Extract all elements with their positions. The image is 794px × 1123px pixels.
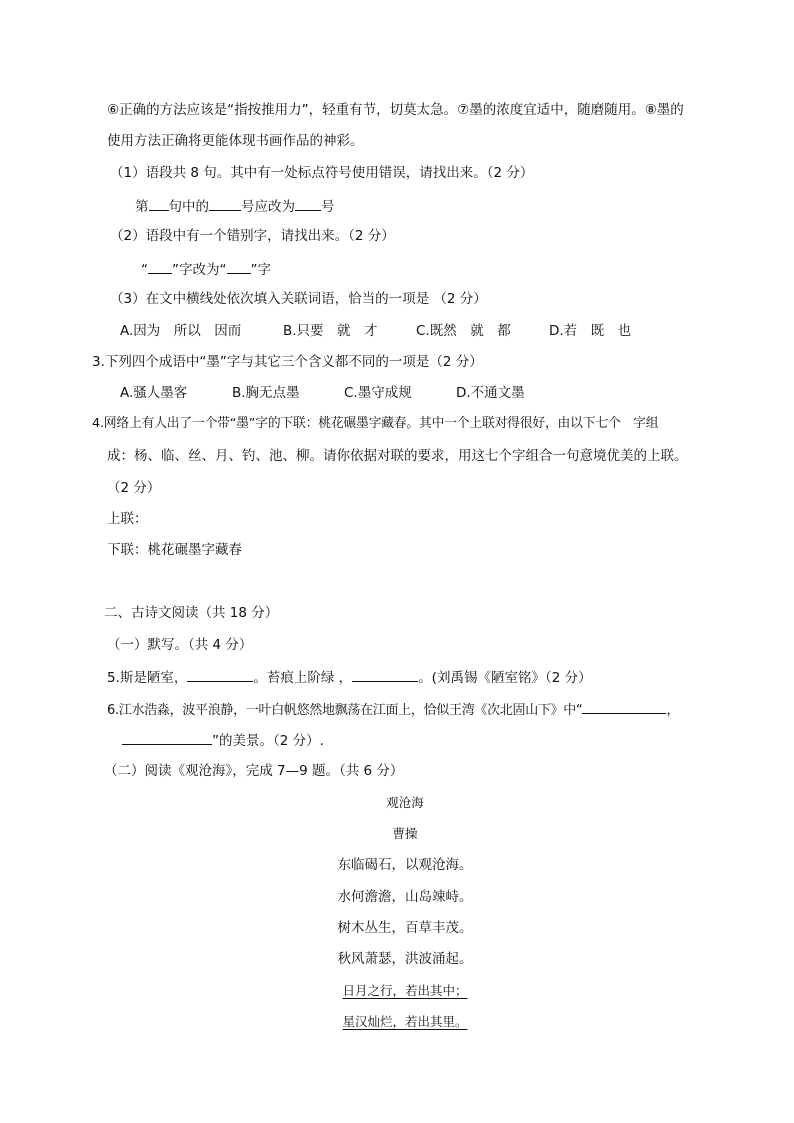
option-b[interactable]: B.胸无点墨 xyxy=(232,385,300,401)
question-6-row-1 xyxy=(107,699,679,720)
lower-couplet-label: 下联：桃花碾墨字藏春 xyxy=(107,542,242,558)
q5-text-a: 5.斯是陋室， xyxy=(107,670,188,686)
subsection-1-title: （一）默写。（共 4 分） xyxy=(107,637,253,653)
question-4-stem: 3.下列四个成语中“墨”字与其它三个含义都不同的一项是（2 分） xyxy=(92,354,483,370)
option-b[interactable]: B.只要 就 才 xyxy=(283,323,378,339)
fill-text-c: 号应改为 xyxy=(241,199,295,215)
poem-line: 东临碣石，以观沧海。 xyxy=(337,857,473,873)
question-3-stem: （3）在文中横线处依次填入关联词语，恰当的一项是 （2 分） xyxy=(110,291,487,307)
fill-text-d: 号 xyxy=(321,199,335,215)
correct-char-blank[interactable] xyxy=(227,259,251,274)
poem-line: 秋风萧瑟，洪波涌起。 xyxy=(337,951,473,967)
fill-text-b: 句中的 xyxy=(168,199,209,215)
q6-text-a: 6.江水浩淼，波平浪静，一叶白帆悠然地飘荡在江面上，恰似王湾《次北固山下》中“ xyxy=(107,703,583,718)
question-1-answer-row xyxy=(135,196,335,216)
question-couplet-line-3: （2 分） xyxy=(107,480,161,496)
option-c[interactable]: C.墨守成规 xyxy=(344,385,412,401)
wrong-mark-blank[interactable] xyxy=(209,196,241,211)
passage-line-2: 使用方法正确将更能体现书画作品的神彩。 xyxy=(107,133,364,149)
sentence-number-blank[interactable] xyxy=(149,196,169,211)
q5-text-b: 。苔痕上阶绿 ， xyxy=(253,670,353,686)
wrong-char-blank[interactable] xyxy=(148,259,172,274)
q5-blank-1[interactable] xyxy=(187,667,253,682)
question-5-row xyxy=(107,667,592,687)
q6-text-c: ”的美景。（2 分）. xyxy=(212,733,324,749)
poem-line: 水何澹澹，山岛竦峙。 xyxy=(337,889,473,905)
option-a[interactable]: A.因为 所以 因而 xyxy=(120,323,242,339)
q5-text-c: 。(刘禹锡《陋室铭》（2 分） xyxy=(418,670,592,686)
question-6-row-2 xyxy=(122,730,324,750)
q6-blank-2[interactable] xyxy=(122,730,212,745)
fill-text-a: “ xyxy=(141,262,148,278)
passage-line-1: ⑥正确的方法应该是“指按推用力”，轻重有节，切莫太急。⑦墨的浓度宜适中，随磨随用。⑧墨的 xyxy=(107,102,684,118)
subsection-2-title: （二）阅读《观沧海》，完成 7—9 题。（共 6 分） xyxy=(104,763,404,779)
q5-blank-2[interactable] xyxy=(352,667,418,682)
question-couplet-line-2: 成：杨、临、丝、月、钓、池、柳。请你依据对联的要求，用这七个字组合一句意境优美的上联。 xyxy=(107,448,688,464)
option-a[interactable]: A.骚人墨客 xyxy=(120,385,188,401)
question-3-options xyxy=(120,322,631,340)
question-1-stem: （1）语段共 8 句。其中有一处标点符号使用错误，请找出来。（2 分） xyxy=(110,165,534,181)
poem-title: 观沧海 xyxy=(386,795,424,810)
poem-author: 曹操 xyxy=(392,826,418,841)
question-2-answer-row xyxy=(141,259,271,279)
fill-text-a: 第 xyxy=(135,199,149,215)
upper-couplet-label: 上联： xyxy=(107,511,148,527)
question-couplet-line-1: 4.网络上有人出了一个带“墨”字的下联：桃花碾墨字藏春。其中一个上联对得很好，由以下七个 字组 xyxy=(92,416,659,431)
question-2-stem: （2）语段中有一个错别字，请找出来。（2 分） xyxy=(110,228,395,244)
poem-line-underlined: 星汉灿烂，若出其里。 xyxy=(342,1014,468,1029)
q6-blank-1[interactable] xyxy=(582,699,666,714)
fill-text-b: ”字改为“ xyxy=(172,262,227,278)
section-2-title: 二、古诗文阅读（共 18 分） xyxy=(104,605,279,621)
fill-text-c: ”字 xyxy=(250,262,271,278)
option-c[interactable]: C.既然 就 都 xyxy=(416,323,511,339)
option-d[interactable]: D.不通文墨 xyxy=(456,385,525,401)
poem-line-underlined: 日月之行，若出其中； xyxy=(342,983,468,998)
question-4-options xyxy=(120,384,525,402)
q6-text-b: ， xyxy=(666,703,680,718)
correct-mark-blank[interactable] xyxy=(295,196,321,211)
option-d[interactable]: D.若 既 也 xyxy=(549,323,632,339)
poem-line: 树木丛生，百草丰茂。 xyxy=(337,920,473,936)
